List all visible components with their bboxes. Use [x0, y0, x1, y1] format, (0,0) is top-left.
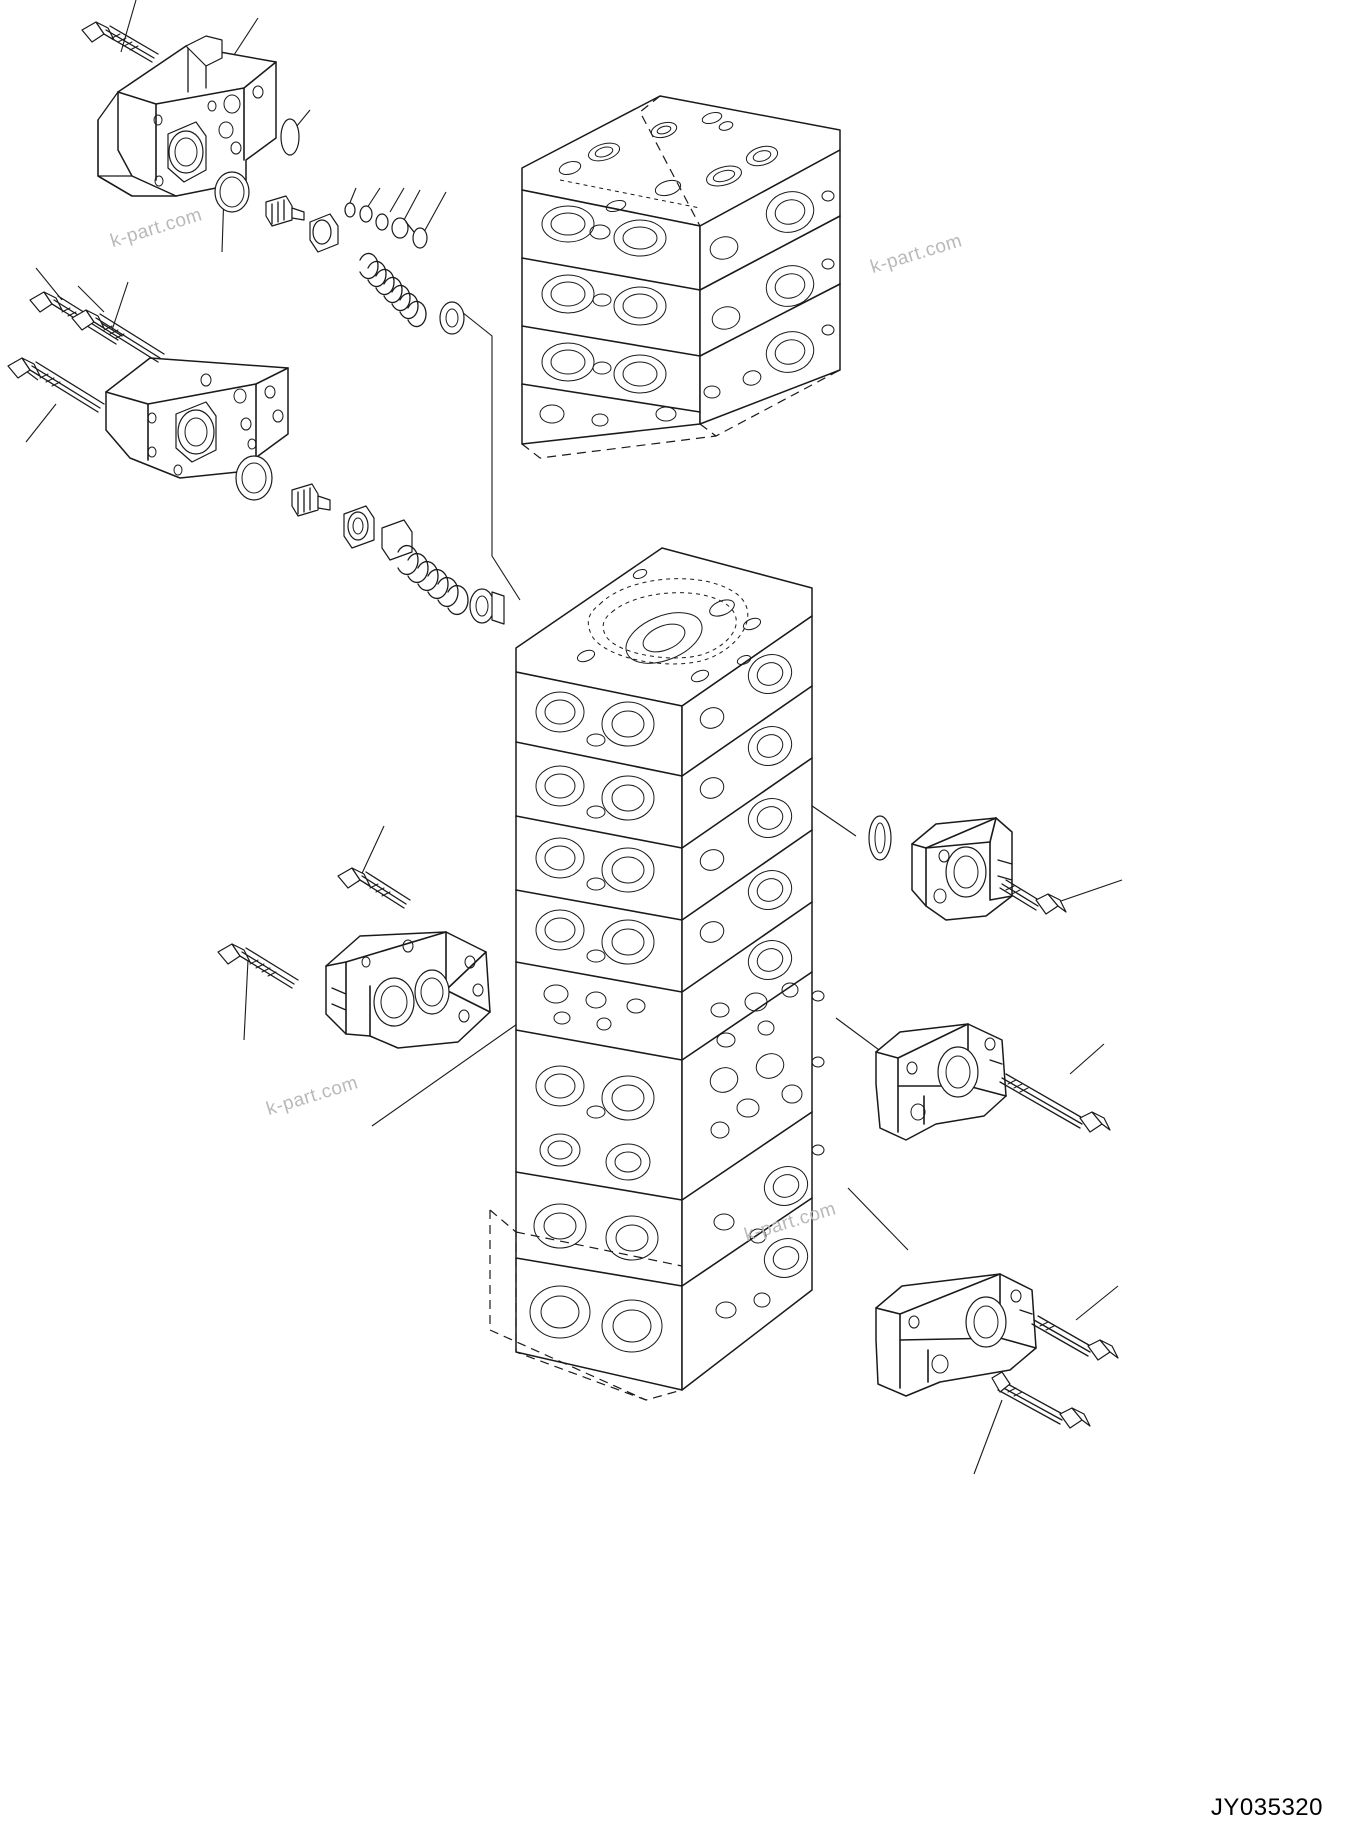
spool-spring-assembly-lower [236, 456, 504, 624]
watermark: k-part.com [108, 204, 205, 253]
side-port-block-right-middle [876, 1024, 1110, 1140]
side-cover-left [326, 932, 490, 1048]
mounting-bolt-group-top [82, 22, 158, 62]
side-port-block-right-upper [912, 818, 1066, 920]
watermark: k-part.com [742, 1198, 839, 1247]
valve-body-block-lower [490, 548, 824, 1400]
watermark: k-part.com [264, 1072, 361, 1121]
o-ring-seal-right [869, 816, 891, 860]
side-port-block-right-lower [876, 1274, 1118, 1428]
valve-end-cover-upper [98, 36, 276, 196]
spring-lower [398, 546, 468, 615]
valve-body-block-upper [522, 96, 840, 458]
watermark: k-part.com [868, 230, 965, 279]
figure-code: JY035320 [1210, 1794, 1323, 1821]
spring-upper [360, 253, 426, 326]
